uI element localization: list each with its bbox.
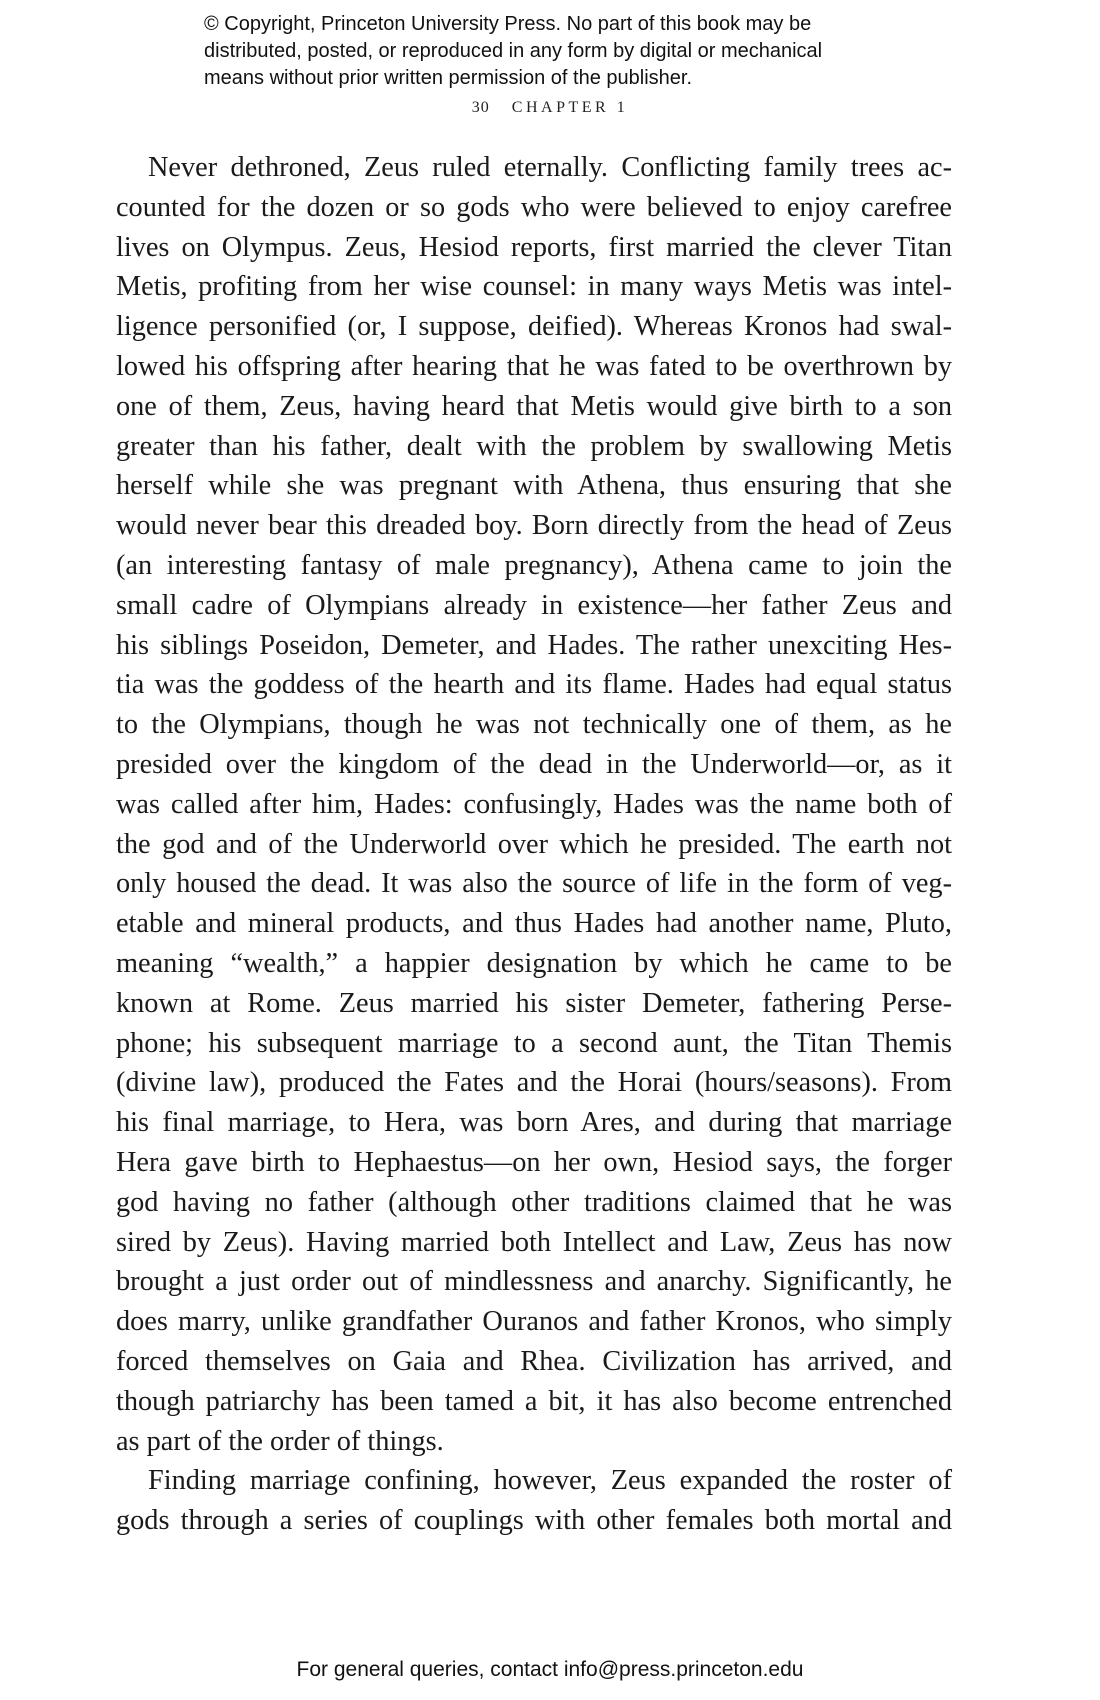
text-line: meaning “wealth,” a happier designation by which he came to be (116, 947, 952, 979)
text-line: as part of the order of things. (116, 1425, 444, 1457)
text-line: etable and mineral products, and thus Hades had another name, Pluto, (116, 908, 952, 940)
text-line: Finding marriage confining, however, Zeus expanded the roster of (148, 1465, 952, 1497)
paragraph (116, 1461, 952, 1541)
copyright-line: distributed, posted, or reproduced in any form by digital or mechanical (204, 40, 823, 62)
text-line: only housed the dead. It was also the source of life in the form of veg- (116, 868, 952, 900)
text-line: was called after him, Hades: confusingly, Hades was the name both of (116, 788, 952, 820)
text-line: known at Rome. Zeus married his sister Demeter, fathering Perse- (116, 987, 952, 1019)
text-line: greater than his father, dealt with the problem by swallowing Metis (116, 430, 952, 462)
text-line: Metis, profiting from her wise counsel: in many ways Metis was intel- (116, 271, 952, 303)
chapter-label: CHAPTER 1 (511, 99, 629, 116)
paragraph (116, 148, 952, 1461)
text-line: sired by Zeus). Having married both Intellect and Law, Zeus has now (116, 1226, 952, 1258)
text-line: small cadre of Olympians already in existence—her father Zeus and (116, 589, 952, 621)
text-line: Never dethroned, Zeus ruled eternally. Conflicting family trees ac- (148, 152, 952, 183)
text-line: lowed his offspring after hearing that he was fated to be overthrown by (116, 350, 952, 382)
text-line: one of them, Zeus, having heard that Metis would give birth to a son (116, 390, 952, 422)
footer-contact: For general queries, contact info@press.princeton.edu (296, 1658, 804, 1681)
text-line: gods through a series of couplings with other females both mortal and (116, 1505, 952, 1537)
text-line: phone; his subsequent marriage to a second aunt, the Titan Themis (116, 1027, 952, 1059)
text-line: ligence personified (or, I suppose, deified). Whereas Kronos had swal- (116, 311, 952, 343)
body-text (116, 148, 952, 1541)
text-line: does marry, unlike grandfather Ouranos and father Kronos, who simply (116, 1306, 952, 1338)
text-line: would never bear this dreaded boy. Born directly from the head of Zeus (116, 510, 952, 542)
copyright-line: © Copyright, Princeton University Press. No part of this book may be (204, 13, 812, 35)
text-line: counted for the dozen or so gods who were believed to enjoy carefree (116, 191, 952, 223)
text-line: god having no father (although other traditions claimed that he was (116, 1186, 952, 1218)
text-line: the god and of the Underworld over which he presided. The earth not (116, 828, 952, 860)
copyright-line: means without prior written permission of the publisher. (204, 67, 693, 89)
text-line: though patriarchy has been tamed a bit, it has also become entrenched (116, 1385, 952, 1417)
text-line: his final marriage, to Hera, was born Ares, and during that marriage (116, 1107, 952, 1139)
running-head (0, 99, 1100, 117)
text-line: Hera gave birth to Hephaestus—on her own, Hesiod says, the forger (116, 1146, 952, 1178)
text-line: herself while she was pregnant with Athena, thus ensuring that she (116, 470, 952, 502)
text-line: lives on Olympus. Zeus, Hesiod reports, first married the clever Titan (116, 231, 952, 263)
text-line: presided over the kingdom of the dead in the Underworld—or, as it (116, 748, 952, 780)
text-line: his siblings Poseidon, Demeter, and Hades. The rather unexciting Hes- (116, 629, 952, 661)
text-line: to the Olympians, though he was not technically one of them, as he (116, 709, 952, 741)
text-line: brought a just order out of mindlessness and anarchy. Significantly, he (116, 1266, 952, 1298)
page-number: 30 (471, 99, 490, 116)
text-line: (an interesting fantasy of male pregnancy), Athena came to join the (116, 549, 952, 581)
text-line: forced themselves on Gaia and Rhea. Civilization has arrived, and (116, 1345, 952, 1377)
text-line: tia was the goddess of the hearth and its flame. Hades had equal status (116, 669, 952, 701)
text-line: (divine law), produced the Fates and the Horai (hours/seasons). From (116, 1067, 952, 1099)
copyright-notice (204, 11, 924, 92)
